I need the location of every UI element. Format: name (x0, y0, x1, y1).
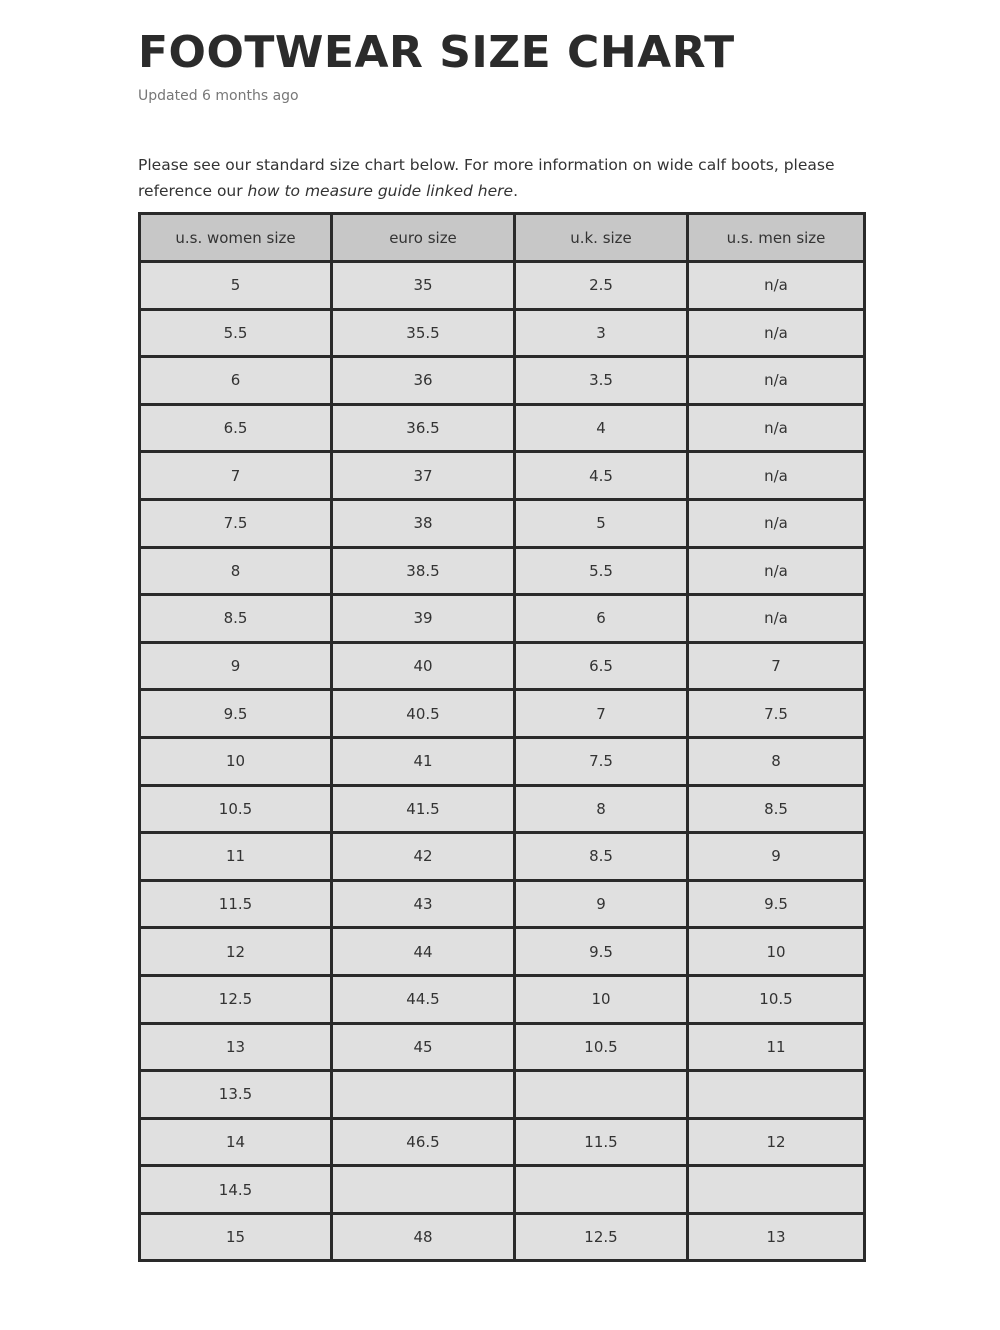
cell-uk-size: 9 (515, 880, 688, 928)
table-row (140, 404, 865, 452)
cell-us-men-size (688, 1166, 865, 1214)
column-header-us-women-size: u.s. women size (140, 214, 332, 262)
cell-uk-size: 9.5 (515, 928, 688, 976)
cell-us-men-size: 9 (688, 833, 865, 881)
size-chart-table (138, 212, 866, 1262)
cell-us-women-size: 14 (140, 1118, 332, 1166)
cell-euro-size: 44 (332, 928, 515, 976)
cell-euro-size: 41.5 (332, 785, 515, 833)
cell-us-women-size: 14.5 (140, 1166, 332, 1214)
table-body (140, 262, 865, 1261)
cell-us-women-size: 6.5 (140, 404, 332, 452)
cell-us-women-size: 9.5 (140, 690, 332, 738)
table-row (140, 1118, 865, 1166)
cell-us-men-size (688, 1071, 865, 1119)
cell-us-women-size: 7.5 (140, 499, 332, 547)
cell-us-women-size: 5 (140, 262, 332, 310)
table-header-row (140, 214, 865, 262)
updated-timestamp: Updated 6 months ago (138, 88, 299, 104)
table-row (140, 785, 865, 833)
cell-euro-size: 37 (332, 452, 515, 500)
cell-uk-size: 12.5 (515, 1213, 688, 1261)
table-row (140, 690, 865, 738)
cell-euro-size: 43 (332, 880, 515, 928)
cell-us-women-size: 5.5 (140, 309, 332, 357)
cell-uk-size: 7 (515, 690, 688, 738)
cell-uk-size: 8 (515, 785, 688, 833)
cell-uk-size: 5 (515, 499, 688, 547)
cell-us-women-size: 10 (140, 737, 332, 785)
table-row (140, 1071, 865, 1119)
cell-us-women-size: 9 (140, 642, 332, 690)
cell-uk-size: 3.5 (515, 357, 688, 405)
cell-us-women-size: 11.5 (140, 880, 332, 928)
cell-us-women-size: 10.5 (140, 785, 332, 833)
cell-us-men-size: n/a (688, 452, 865, 500)
cell-us-men-size: n/a (688, 357, 865, 405)
column-header-euro-size: euro size (332, 214, 515, 262)
cell-us-men-size: n/a (688, 262, 865, 310)
cell-uk-size: 10.5 (515, 1023, 688, 1071)
cell-euro-size: 48 (332, 1213, 515, 1261)
cell-us-women-size: 13 (140, 1023, 332, 1071)
cell-uk-size: 7.5 (515, 737, 688, 785)
column-header-uk-size: u.k. size (515, 214, 688, 262)
table-row (140, 833, 865, 881)
cell-us-women-size: 15 (140, 1213, 332, 1261)
cell-uk-size: 11.5 (515, 1118, 688, 1166)
cell-uk-size: 5.5 (515, 547, 688, 595)
table-row (140, 1213, 865, 1261)
table-row (140, 1166, 865, 1214)
cell-uk-size: 4.5 (515, 452, 688, 500)
cell-us-women-size: 12 (140, 928, 332, 976)
cell-euro-size (332, 1166, 515, 1214)
cell-euro-size: 38 (332, 499, 515, 547)
cell-us-men-size: n/a (688, 309, 865, 357)
cell-euro-size: 39 (332, 595, 515, 643)
cell-us-men-size: 9.5 (688, 880, 865, 928)
cell-euro-size: 41 (332, 737, 515, 785)
cell-uk-size: 8.5 (515, 833, 688, 881)
table-row (140, 1023, 865, 1071)
cell-us-women-size: 6 (140, 357, 332, 405)
cell-euro-size: 35.5 (332, 309, 515, 357)
cell-us-men-size: n/a (688, 404, 865, 452)
cell-uk-size: 4 (515, 404, 688, 452)
cell-us-women-size: 8.5 (140, 595, 332, 643)
cell-euro-size: 36.5 (332, 404, 515, 452)
cell-us-men-size: n/a (688, 547, 865, 595)
table-row (140, 357, 865, 405)
cell-euro-size: 40 (332, 642, 515, 690)
table-row (140, 595, 865, 643)
cell-us-men-size: n/a (688, 499, 865, 547)
cell-us-men-size: 7.5 (688, 690, 865, 738)
cell-euro-size: 46.5 (332, 1118, 515, 1166)
cell-us-men-size: n/a (688, 595, 865, 643)
cell-us-men-size: 7 (688, 642, 865, 690)
cell-uk-size (515, 1166, 688, 1214)
column-header-us-men-size: u.s. men size (688, 214, 865, 262)
table-row (140, 880, 865, 928)
table-row (140, 309, 865, 357)
table-row (140, 737, 865, 785)
cell-us-men-size: 10.5 (688, 975, 865, 1023)
cell-uk-size: 2.5 (515, 262, 688, 310)
cell-euro-size: 35 (332, 262, 515, 310)
cell-us-men-size: 12 (688, 1118, 865, 1166)
cell-us-men-size: 8.5 (688, 785, 865, 833)
cell-us-women-size: 11 (140, 833, 332, 881)
table-row (140, 547, 865, 595)
cell-uk-size: 6 (515, 595, 688, 643)
table-row (140, 499, 865, 547)
cell-uk-size: 10 (515, 975, 688, 1023)
cell-us-men-size: 10 (688, 928, 865, 976)
cell-euro-size: 42 (332, 833, 515, 881)
page-title: FOOTWEAR SIZE CHART (138, 27, 735, 78)
cell-euro-size: 38.5 (332, 547, 515, 595)
table-row (140, 928, 865, 976)
cell-us-men-size: 13 (688, 1213, 865, 1261)
intro-text: Please see our standard size chart below. For more information on wide calf boots, please reference our (138, 155, 835, 200)
cell-euro-size: 36 (332, 357, 515, 405)
cell-euro-size: 44.5 (332, 975, 515, 1023)
table-row (140, 642, 865, 690)
cell-us-men-size: 11 (688, 1023, 865, 1071)
cell-euro-size: 40.5 (332, 690, 515, 738)
table-row (140, 452, 865, 500)
table-row (140, 262, 865, 310)
table-row (140, 975, 865, 1023)
cell-euro-size (332, 1071, 515, 1119)
measure-guide-link[interactable]: how to measure guide linked here (247, 181, 514, 200)
intro-end: . (513, 181, 519, 200)
cell-us-men-size: 8 (688, 737, 865, 785)
cell-us-women-size: 12.5 (140, 975, 332, 1023)
intro-paragraph (138, 152, 868, 204)
cell-uk-size: 6.5 (515, 642, 688, 690)
cell-euro-size: 45 (332, 1023, 515, 1071)
cell-uk-size: 3 (515, 309, 688, 357)
cell-us-women-size: 8 (140, 547, 332, 595)
cell-us-women-size: 7 (140, 452, 332, 500)
cell-uk-size (515, 1071, 688, 1119)
cell-us-women-size: 13.5 (140, 1071, 332, 1119)
